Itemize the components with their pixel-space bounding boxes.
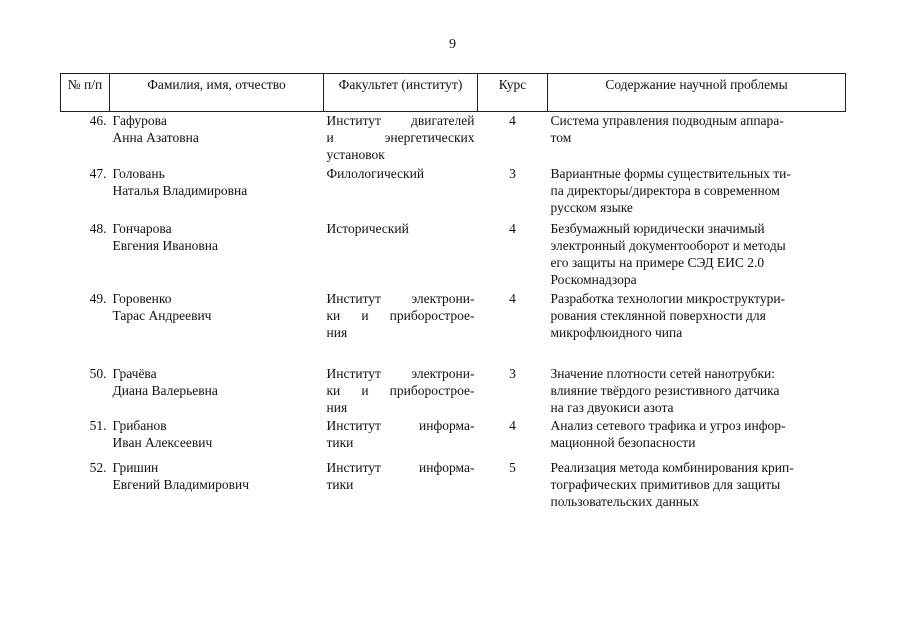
- research-topic: [548, 365, 846, 417]
- row-number: 50.: [89, 365, 107, 381]
- given-names: Иван Алексеевич: [112, 434, 213, 450]
- topic-line: рования стеклянной поверхности для: [550, 307, 766, 323]
- topic-line: Значение плотности сетей нанотрубки:: [550, 365, 776, 381]
- full-name: [110, 112, 324, 165]
- row-number: 47.: [89, 165, 107, 181]
- faculty-line: Институт информа-: [326, 459, 475, 475]
- header-course: Курс: [478, 74, 548, 112]
- topic-line: влияние твёрдого резистивного датчика: [550, 382, 780, 398]
- faculty-line: Институт двигателей: [326, 113, 475, 128]
- faculty-line: установок: [326, 147, 385, 162]
- topic-line: Разработка технологии микроструктури-: [550, 290, 786, 306]
- topic-line: тографических примитивов для защиты: [550, 476, 781, 492]
- full-name: [110, 165, 324, 220]
- faculty-line: Филологический: [326, 165, 425, 181]
- course: 4: [509, 113, 516, 128]
- faculty-line: тики: [326, 476, 354, 492]
- topic-line: пользовательских данных: [550, 493, 699, 509]
- surname: Грачёва: [112, 365, 157, 381]
- surname: Гафурова: [112, 113, 167, 128]
- row-number: 52.: [89, 459, 107, 475]
- row-number: 51.: [89, 417, 107, 433]
- research-topic: [548, 165, 846, 220]
- faculty-line: ния: [326, 399, 348, 415]
- topic-line: Безбумажный юридически значимый: [550, 220, 765, 236]
- faculty: [324, 112, 478, 165]
- table-row: [61, 290, 846, 365]
- course: 3: [509, 165, 516, 181]
- surname: Гончарова: [112, 220, 172, 236]
- research-topic: [548, 417, 846, 459]
- given-names: Евгения Ивановна: [112, 237, 219, 253]
- surname: Грибанов: [112, 417, 167, 433]
- topic-line: том: [550, 130, 572, 145]
- faculty: [324, 165, 478, 220]
- faculty-line: и энергетических: [326, 130, 475, 145]
- faculty-line: ки и приборострое-: [326, 382, 475, 398]
- faculty-line: ки и приборострое-: [326, 307, 475, 323]
- table-row: [61, 112, 846, 165]
- full-name: [110, 290, 324, 365]
- table-row: [61, 459, 846, 529]
- full-name: [110, 459, 324, 529]
- topic-line: Роскомнадзора: [550, 271, 637, 287]
- topic-line: на газ двуокиси азота: [550, 399, 674, 415]
- course: 3: [509, 365, 516, 381]
- research-topic: [548, 290, 846, 365]
- research-topic: [548, 112, 846, 165]
- table-body: [61, 112, 846, 529]
- course: 4: [509, 417, 516, 433]
- table-row: [61, 165, 846, 220]
- table-header-row: [61, 74, 846, 112]
- page-number: 9: [449, 37, 456, 52]
- given-names: Анна Азатовна: [112, 130, 199, 145]
- topic-line: мационной безопасности: [550, 434, 696, 450]
- research-topic: [548, 220, 846, 290]
- faculty: [324, 290, 478, 365]
- faculty: [324, 459, 478, 529]
- full-name: [110, 417, 324, 459]
- given-names: Тарас Андреевич: [112, 307, 212, 323]
- students-table: [60, 73, 846, 529]
- faculty-line: Институт электрони-: [326, 290, 475, 306]
- surname: Головань: [112, 165, 165, 181]
- course: 4: [509, 290, 516, 306]
- course: 5: [509, 459, 516, 475]
- row-number: 48.: [89, 220, 107, 236]
- topic-line: микрофлюидного чипа: [550, 324, 683, 340]
- faculty-line: Институт электрони-: [326, 365, 475, 381]
- surname: Гришин: [112, 459, 159, 475]
- course: 4: [509, 220, 516, 236]
- faculty: [324, 365, 478, 417]
- topic-line: русском языке: [550, 199, 633, 215]
- header-faculty: Факультет (институт): [324, 74, 478, 112]
- faculty-line: ния: [326, 324, 348, 340]
- table-row: [61, 220, 846, 290]
- header-name: Фамилия, имя, отчество: [110, 74, 324, 112]
- table-row: [61, 365, 846, 417]
- topic-line: Вариантные формы существительных ти-: [550, 165, 791, 181]
- faculty: [324, 220, 478, 290]
- table-row: [61, 417, 846, 459]
- given-names: Диана Валерьевна: [112, 382, 218, 398]
- topic-line: Система управления подводным аппара-: [550, 113, 784, 128]
- surname: Горовенко: [112, 290, 172, 306]
- header-num: № п/п: [61, 74, 110, 112]
- topic-line: па директоры/директора в современном: [550, 182, 780, 198]
- faculty-line: Институт информа-: [326, 417, 475, 433]
- full-name: [110, 220, 324, 290]
- topic-line: Анализ сетевого трафика и угроз инфор-: [550, 417, 786, 433]
- header-topic: Содержание научной проблемы: [548, 74, 846, 112]
- faculty-line: Исторический: [326, 220, 409, 236]
- research-topic: [548, 459, 846, 529]
- full-name: [110, 365, 324, 417]
- row-number: 49.: [89, 290, 107, 306]
- faculty-line: тики: [326, 434, 354, 450]
- topic-line: его защиты на примере СЭД ЕИС 2.0: [550, 254, 765, 270]
- faculty: [324, 417, 478, 459]
- given-names: Наталья Владимировна: [112, 182, 248, 198]
- row-number: 46.: [89, 113, 107, 128]
- given-names: Евгений Владимирович: [112, 476, 250, 492]
- topic-line: Реализация метода комбинирования крип-: [550, 459, 794, 475]
- topic-line: электронный документооборот и методы: [550, 237, 786, 253]
